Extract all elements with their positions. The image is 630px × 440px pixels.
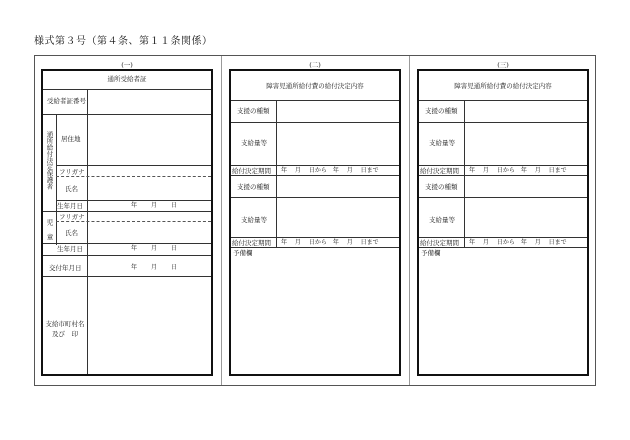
issue-date-label: 交付年月日 [49, 264, 82, 272]
period-label: 給付決定期間 [232, 239, 271, 247]
row-divider [419, 100, 587, 101]
column-divider [464, 100, 465, 237]
row-divider [56, 200, 211, 201]
day-unit: 日 [171, 264, 178, 271]
amount-label: 支給量等 [429, 139, 455, 147]
fold-line [409, 56, 410, 385]
certificate-title: 通所受給者証 [107, 75, 147, 83]
year-unit: 年 [131, 264, 138, 271]
column-divider [87, 114, 88, 211]
panel-benefit-decision [417, 69, 589, 376]
row-divider [231, 100, 399, 101]
column-divider [464, 237, 465, 247]
guardian-label: 通所給付決定保護者 [45, 131, 54, 190]
amount-label: 支給量等 [429, 216, 455, 224]
name-label: 氏名 [65, 185, 78, 193]
dotted-divider [56, 221, 211, 222]
row-divider [419, 175, 587, 176]
column-divider [87, 211, 88, 255]
day-unit: 日 [171, 202, 178, 209]
support-type-label: 支援の種類 [425, 107, 458, 115]
row-divider [231, 122, 399, 123]
panel-benefit-decision [229, 69, 401, 376]
panel-certificate [41, 69, 213, 376]
cert-number-label: 受給者証番号 [47, 97, 86, 105]
row-divider [231, 165, 399, 166]
row-divider [419, 165, 587, 166]
month-unit: 月 [151, 264, 158, 271]
seal-label: 及び 印 [52, 330, 78, 338]
period-text: 年 月 日から 年 月 日まで [469, 167, 567, 174]
child-birth-label: 生年月日 [57, 245, 83, 253]
decision-title: 障害児通所給付費の給付決定内容 [266, 82, 364, 90]
column-divider [276, 100, 277, 237]
row-divider [231, 247, 399, 248]
column-divider [87, 276, 88, 374]
dotted-divider [56, 176, 211, 177]
row-divider [419, 197, 587, 198]
form-caption: 様式第３号（第４条、第１１条関係） [34, 36, 213, 47]
column-divider [56, 211, 57, 245]
row-divider [43, 89, 211, 90]
period-label: 給付決定期間 [420, 239, 459, 247]
amount-label: 支給量等 [241, 216, 267, 224]
row-divider [419, 247, 587, 248]
column-divider [87, 255, 88, 276]
support-type-label: 支援の種類 [237, 183, 270, 191]
row-divider [43, 114, 211, 115]
day-unit: 日 [171, 245, 178, 252]
month-unit: 月 [151, 245, 158, 252]
period-label: 給付決定期間 [232, 167, 271, 175]
child-furigana-label: フリガナ [59, 213, 85, 221]
child-name-label: 氏名 [65, 229, 78, 237]
row-divider [419, 237, 587, 238]
municipality-label: 支給市町村名 [45, 320, 85, 328]
row-divider [231, 237, 399, 238]
panel-number: (二) [309, 61, 321, 69]
row-divider [231, 197, 399, 198]
row-divider [231, 175, 399, 176]
support-type-label: 支援の種類 [425, 183, 458, 191]
year-unit: 年 [131, 202, 138, 209]
reserve-label: 予備欄 [421, 249, 441, 257]
support-type-label: 支援の種類 [237, 107, 270, 115]
row-divider [56, 165, 211, 166]
row-divider [43, 255, 211, 256]
period-text: 年 月 日から 年 月 日まで [469, 239, 567, 246]
period-label: 給付決定期間 [420, 167, 459, 175]
reserve-label: 予備欄 [233, 249, 253, 257]
panel-number: (一) [121, 61, 133, 69]
period-text: 年 月 日から 年 月 日まで [281, 239, 379, 246]
panel-number: (三) [497, 61, 509, 69]
fold-line [221, 56, 222, 385]
row-divider [43, 211, 211, 212]
month-unit: 月 [151, 202, 158, 209]
decision-title: 障害児通所給付費の給付決定内容 [454, 82, 552, 90]
child-label: 児童 [45, 219, 54, 248]
furigana-label: フリガナ [59, 168, 85, 176]
row-divider [43, 276, 211, 277]
row-divider [419, 122, 587, 123]
column-divider [276, 237, 277, 247]
period-text: 年 月 日から 年 月 日まで [281, 167, 379, 174]
column-divider [56, 114, 57, 211]
amount-label: 支給量等 [241, 139, 267, 147]
row-divider [43, 243, 211, 244]
year-unit: 年 [131, 245, 138, 252]
address-label: 居住地 [61, 135, 81, 143]
column-divider [87, 89, 88, 114]
birth-label: 生年月日 [57, 202, 83, 210]
